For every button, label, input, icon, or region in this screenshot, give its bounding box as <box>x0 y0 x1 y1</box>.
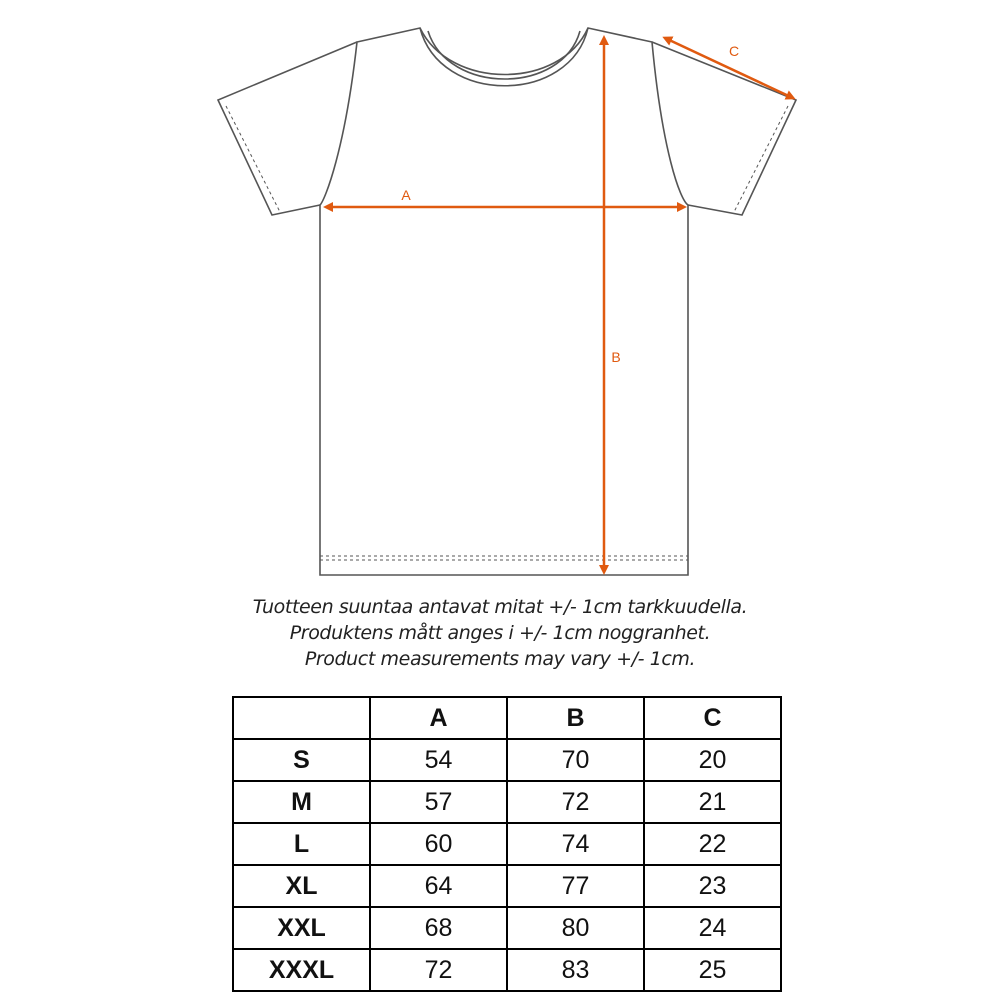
value-a: 64 <box>370 865 507 907</box>
table-row <box>233 781 781 823</box>
value-a: 54 <box>370 739 507 781</box>
value-c: 22 <box>644 823 781 865</box>
value-c: 20 <box>644 739 781 781</box>
value-a: 68 <box>370 907 507 949</box>
table-header-row <box>233 697 781 739</box>
value-b: 80 <box>507 907 644 949</box>
label-a: A <box>401 187 411 203</box>
note-english: Product measurements may vary +/- 1cm. <box>304 648 696 670</box>
header-c: C <box>644 697 781 739</box>
tshirt-outline <box>218 28 796 575</box>
value-b: 72 <box>507 781 644 823</box>
size-cell: L <box>233 823 370 865</box>
label-b: B <box>611 349 621 365</box>
note-swedish: Produktens mått anges i +/- 1cm noggranhet. <box>289 622 711 644</box>
size-cell: XXXL <box>233 949 370 991</box>
table-row <box>233 823 781 865</box>
size-cell: M <box>233 781 370 823</box>
value-c: 24 <box>644 907 781 949</box>
note-finnish: Tuotteen suuntaa antavat mitat +/- 1cm tarkkuudella. <box>252 596 748 618</box>
table-row <box>233 949 781 991</box>
header-size <box>233 697 370 739</box>
size-cell: XL <box>233 865 370 907</box>
size-table <box>232 696 782 992</box>
value-b: 77 <box>507 865 644 907</box>
header-b: B <box>507 697 644 739</box>
table-row <box>233 907 781 949</box>
value-a: 60 <box>370 823 507 865</box>
size-cell: S <box>233 739 370 781</box>
value-b: 70 <box>507 739 644 781</box>
value-c: 21 <box>644 781 781 823</box>
header-a: A <box>370 697 507 739</box>
value-c: 23 <box>644 865 781 907</box>
value-c: 25 <box>644 949 781 991</box>
value-a: 57 <box>370 781 507 823</box>
value-b: 74 <box>507 823 644 865</box>
value-b: 83 <box>507 949 644 991</box>
value-a: 72 <box>370 949 507 991</box>
table-row <box>233 865 781 907</box>
size-cell: XXL <box>233 907 370 949</box>
label-c: C <box>728 43 740 59</box>
table-row <box>233 739 781 781</box>
